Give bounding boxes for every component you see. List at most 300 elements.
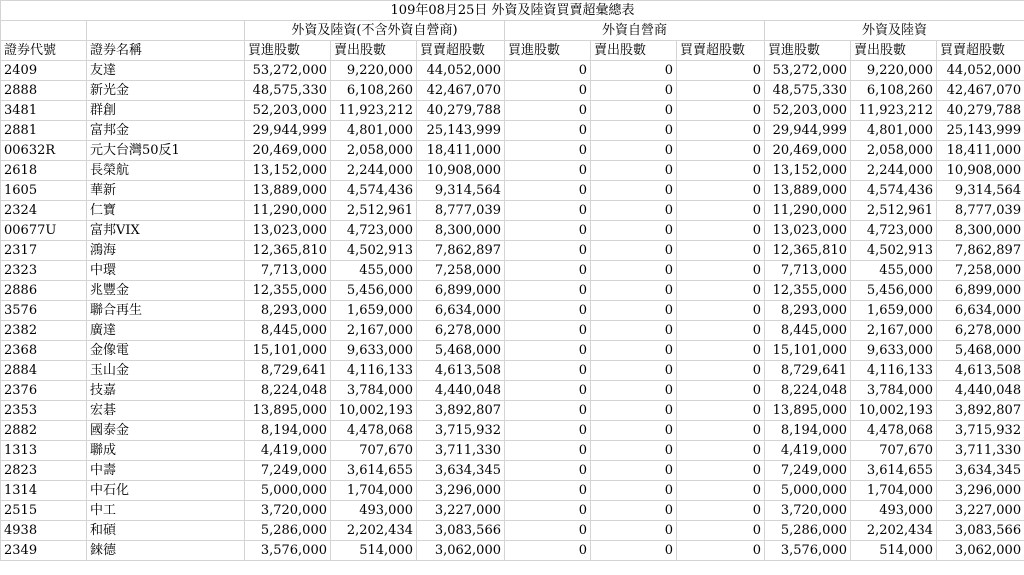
cell-buy: 20,469,000: [245, 141, 331, 161]
table-row: [1, 281, 1024, 301]
cell-sell: 0: [591, 181, 677, 201]
cell-sell: 9,220,000: [331, 61, 417, 81]
cell-buy: 3,720,000: [765, 501, 851, 521]
cell-name: 國泰金: [87, 421, 245, 441]
cell-code: 3481: [1, 101, 87, 121]
cell-net: 0: [677, 61, 765, 81]
cell-code: 2353: [1, 401, 87, 421]
header-buy: 買進股數: [505, 41, 591, 61]
table-row: [1, 61, 1024, 81]
cell-sell: 1,659,000: [851, 301, 937, 321]
cell-sell: 0: [591, 141, 677, 161]
cell-sell: 11,923,212: [331, 101, 417, 121]
cell-net: 3,892,807: [937, 401, 1024, 421]
cell-net: 0: [677, 101, 765, 121]
cell-name: 聯成: [87, 441, 245, 461]
cell-buy: 29,944,999: [765, 121, 851, 141]
cell-buy: 48,575,330: [245, 81, 331, 101]
cell-net: 0: [677, 281, 765, 301]
cell-net: 0: [677, 521, 765, 541]
cell-code: 2618: [1, 161, 87, 181]
header-buy: 買進股數: [245, 41, 331, 61]
cell-sell: 1,659,000: [331, 301, 417, 321]
cell-net: 25,143,999: [937, 121, 1024, 141]
cell-net: 5,468,000: [417, 341, 505, 361]
cell-code: 2324: [1, 201, 87, 221]
header-net: 買賣超股數: [937, 41, 1024, 61]
cell-net: 44,052,000: [417, 61, 505, 81]
cell-buy: 5,286,000: [245, 521, 331, 541]
cell-code: 1605: [1, 181, 87, 201]
cell-buy: 13,889,000: [765, 181, 851, 201]
cell-net: 0: [677, 161, 765, 181]
cell-sell: 0: [591, 301, 677, 321]
table-row: [1, 241, 1024, 261]
cell-buy: 0: [505, 61, 591, 81]
cell-sell: 455,000: [851, 261, 937, 281]
cell-sell: 707,670: [331, 441, 417, 461]
cell-name: 技嘉: [87, 381, 245, 401]
cell-net: 42,467,070: [937, 81, 1024, 101]
cell-buy: 0: [505, 181, 591, 201]
cell-net: 0: [677, 221, 765, 241]
cell-buy: 0: [505, 421, 591, 441]
cell-code: 2323: [1, 261, 87, 281]
header-name: 證券名稱: [87, 41, 245, 61]
cell-code: 2368: [1, 341, 87, 361]
cell-code: 2349: [1, 541, 87, 561]
cell-net: 9,314,564: [417, 181, 505, 201]
cell-buy: 0: [505, 241, 591, 261]
cell-sell: 0: [591, 261, 677, 281]
cell-sell: 4,116,133: [851, 361, 937, 381]
cell-buy: 4,419,000: [245, 441, 331, 461]
cell-net: 0: [677, 481, 765, 501]
table-row: [1, 381, 1024, 401]
cell-buy: 0: [505, 381, 591, 401]
column-header-row: [1, 41, 1024, 61]
cell-net: 9,314,564: [937, 181, 1024, 201]
cell-code: 4938: [1, 521, 87, 541]
cell-buy: 0: [505, 401, 591, 421]
cell-net: 6,634,000: [417, 301, 505, 321]
cell-net: 4,440,048: [937, 381, 1024, 401]
cell-name: 元大台灣50反1: [87, 141, 245, 161]
cell-sell: 0: [591, 101, 677, 121]
report-title: 109年08月25日 外資及陸資買賣超彙總表: [1, 1, 1024, 21]
cell-sell: 11,923,212: [851, 101, 937, 121]
cell-code: 1314: [1, 481, 87, 501]
cell-sell: 0: [591, 161, 677, 181]
cell-sell: 6,108,260: [851, 81, 937, 101]
cell-buy: 3,576,000: [245, 541, 331, 561]
cell-code: 2823: [1, 461, 87, 481]
cell-net: 0: [677, 321, 765, 341]
cell-net: 0: [677, 441, 765, 461]
table-row: [1, 481, 1024, 501]
table-row: [1, 181, 1024, 201]
table-row: [1, 541, 1024, 561]
cell-buy: 4,419,000: [765, 441, 851, 461]
cell-buy: 8,445,000: [765, 321, 851, 341]
cell-name: 玉山金: [87, 361, 245, 381]
cell-net: 44,052,000: [937, 61, 1024, 81]
cell-buy: 12,365,810: [765, 241, 851, 261]
cell-code: 2888: [1, 81, 87, 101]
cell-sell: 4,502,913: [331, 241, 417, 261]
cell-buy: 52,203,000: [765, 101, 851, 121]
cell-sell: 3,614,655: [851, 461, 937, 481]
cell-code: 2317: [1, 241, 87, 261]
cell-net: 3,227,000: [417, 501, 505, 521]
cell-net: 6,899,000: [417, 281, 505, 301]
header-sell: 賣出股數: [331, 41, 417, 61]
cell-buy: 5,286,000: [765, 521, 851, 541]
cell-name: 廣達: [87, 321, 245, 341]
header-sell: 賣出股數: [591, 41, 677, 61]
cell-sell: 0: [591, 361, 677, 381]
cell-buy: 0: [505, 321, 591, 341]
table-row: [1, 161, 1024, 181]
cell-buy: 0: [505, 481, 591, 501]
cell-sell: 2,202,434: [331, 521, 417, 541]
group-header-row: [1, 21, 1024, 41]
cell-buy: 0: [505, 281, 591, 301]
cell-net: 6,634,000: [937, 301, 1024, 321]
cell-name: 華新: [87, 181, 245, 201]
cell-net: 3,715,932: [417, 421, 505, 441]
cell-buy: 8,224,048: [245, 381, 331, 401]
cell-sell: 0: [591, 381, 677, 401]
cell-name: 錸德: [87, 541, 245, 561]
cell-net: 3,715,932: [937, 421, 1024, 441]
cell-sell: 4,478,068: [851, 421, 937, 441]
table-row: [1, 341, 1024, 361]
cell-sell: 3,614,655: [331, 461, 417, 481]
cell-net: 3,634,345: [937, 461, 1024, 481]
cell-code: 00632R: [1, 141, 87, 161]
cell-name: 宏碁: [87, 401, 245, 421]
cell-name: 仁寶: [87, 201, 245, 221]
cell-sell: 0: [591, 521, 677, 541]
cell-buy: 48,575,330: [765, 81, 851, 101]
table-row: [1, 321, 1024, 341]
cell-net: 0: [677, 121, 765, 141]
cell-name: 兆豐金: [87, 281, 245, 301]
cell-sell: 4,574,436: [331, 181, 417, 201]
cell-name: 中環: [87, 261, 245, 281]
cell-buy: 29,944,999: [245, 121, 331, 141]
title-row: [1, 1, 1024, 21]
cell-sell: 0: [591, 121, 677, 141]
cell-net: 0: [677, 301, 765, 321]
cell-sell: 9,633,000: [851, 341, 937, 361]
cell-buy: 8,729,641: [765, 361, 851, 381]
cell-net: 0: [677, 401, 765, 421]
cell-net: 4,613,508: [937, 361, 1024, 381]
cell-net: 0: [677, 261, 765, 281]
cell-buy: 13,152,000: [765, 161, 851, 181]
cell-net: 3,083,566: [417, 521, 505, 541]
cell-sell: 707,670: [851, 441, 937, 461]
cell-sell: 4,116,133: [331, 361, 417, 381]
cell-name: 群創: [87, 101, 245, 121]
cell-net: 0: [677, 141, 765, 161]
cell-sell: 2,167,000: [331, 321, 417, 341]
cell-sell: 2,058,000: [331, 141, 417, 161]
cell-buy: 8,293,000: [765, 301, 851, 321]
cell-sell: 2,202,434: [851, 521, 937, 541]
cell-buy: 20,469,000: [765, 141, 851, 161]
table-row: [1, 461, 1024, 481]
cell-buy: 0: [505, 261, 591, 281]
cell-sell: 2,512,961: [331, 201, 417, 221]
cell-buy: 0: [505, 101, 591, 121]
cell-name: 中石化: [87, 481, 245, 501]
cell-buy: 0: [505, 441, 591, 461]
cell-buy: 0: [505, 161, 591, 181]
cell-net: 7,258,000: [417, 261, 505, 281]
cell-buy: 11,290,000: [765, 201, 851, 221]
cell-net: 6,899,000: [937, 281, 1024, 301]
table-row: [1, 421, 1024, 441]
cell-sell: 10,002,193: [331, 401, 417, 421]
cell-net: 0: [677, 541, 765, 561]
cell-net: 3,083,566: [937, 521, 1024, 541]
cell-sell: 1,704,000: [851, 481, 937, 501]
cell-net: 0: [677, 461, 765, 481]
cell-buy: 0: [505, 301, 591, 321]
cell-sell: 2,167,000: [851, 321, 937, 341]
cell-sell: 0: [591, 281, 677, 301]
cell-sell: 514,000: [331, 541, 417, 561]
cell-net: 0: [677, 361, 765, 381]
cell-net: 0: [677, 421, 765, 441]
cell-buy: 8,194,000: [245, 421, 331, 441]
empty-cell: [87, 21, 245, 41]
cell-buy: 11,290,000: [245, 201, 331, 221]
cell-sell: 4,478,068: [331, 421, 417, 441]
cell-net: 6,278,000: [937, 321, 1024, 341]
cell-sell: 10,002,193: [851, 401, 937, 421]
cell-sell: 0: [591, 241, 677, 261]
cell-name: 中工: [87, 501, 245, 521]
cell-sell: 2,244,000: [331, 161, 417, 181]
cell-name: 中壽: [87, 461, 245, 481]
cell-buy: 0: [505, 141, 591, 161]
cell-sell: 0: [591, 201, 677, 221]
table-row: [1, 81, 1024, 101]
cell-net: 5,468,000: [937, 341, 1024, 361]
cell-net: 40,279,788: [417, 101, 505, 121]
cell-sell: 0: [591, 481, 677, 501]
cell-sell: 0: [591, 541, 677, 561]
header-code: 證券代號: [1, 41, 87, 61]
cell-code: 1313: [1, 441, 87, 461]
cell-buy: 53,272,000: [765, 61, 851, 81]
cell-buy: 5,000,000: [245, 481, 331, 501]
cell-name: 金像電: [87, 341, 245, 361]
cell-net: 7,258,000: [937, 261, 1024, 281]
cell-buy: 0: [505, 521, 591, 541]
cell-sell: 455,000: [331, 261, 417, 281]
cell-net: 18,411,000: [417, 141, 505, 161]
cell-sell: 4,723,000: [331, 221, 417, 241]
cell-net: 3,296,000: [417, 481, 505, 501]
cell-buy: 0: [505, 501, 591, 521]
cell-net: 4,440,048: [417, 381, 505, 401]
cell-buy: 0: [505, 341, 591, 361]
cell-buy: 12,355,000: [245, 281, 331, 301]
cell-sell: 0: [591, 341, 677, 361]
cell-buy: 0: [505, 361, 591, 381]
cell-sell: 5,456,000: [331, 281, 417, 301]
cell-sell: 9,220,000: [851, 61, 937, 81]
cell-buy: 12,365,810: [245, 241, 331, 261]
cell-net: 0: [677, 181, 765, 201]
cell-net: 3,062,000: [937, 541, 1024, 561]
cell-buy: 0: [505, 121, 591, 141]
cell-net: 10,908,000: [417, 161, 505, 181]
cell-sell: 0: [591, 461, 677, 481]
cell-name: 鴻海: [87, 241, 245, 261]
header-net: 買賣超股數: [677, 41, 765, 61]
cell-sell: 4,801,000: [331, 121, 417, 141]
table-row: [1, 441, 1024, 461]
cell-net: 3,711,330: [937, 441, 1024, 461]
cell-code: 2881: [1, 121, 87, 141]
cell-net: 40,279,788: [937, 101, 1024, 121]
cell-net: 3,062,000: [417, 541, 505, 561]
cell-net: 7,862,897: [937, 241, 1024, 261]
table-row: [1, 101, 1024, 121]
cell-sell: 0: [591, 221, 677, 241]
cell-sell: 0: [591, 321, 677, 341]
cell-code: 3576: [1, 301, 87, 321]
cell-code: 2884: [1, 361, 87, 381]
cell-code: 00677U: [1, 221, 87, 241]
cell-sell: 4,723,000: [851, 221, 937, 241]
cell-buy: 3,576,000: [765, 541, 851, 561]
table-row: [1, 361, 1024, 381]
cell-net: 8,777,039: [937, 201, 1024, 221]
cell-buy: 12,355,000: [765, 281, 851, 301]
cell-net: 8,300,000: [417, 221, 505, 241]
cell-name: 富邦金: [87, 121, 245, 141]
cell-buy: 0: [505, 541, 591, 561]
cell-buy: 3,720,000: [245, 501, 331, 521]
table-row: [1, 261, 1024, 281]
table-row: [1, 121, 1024, 141]
table-row: [1, 501, 1024, 521]
cell-code: 2382: [1, 321, 87, 341]
cell-buy: 53,272,000: [245, 61, 331, 81]
cell-buy: 8,729,641: [245, 361, 331, 381]
header-buy: 買進股數: [765, 41, 851, 61]
cell-buy: 13,895,000: [245, 401, 331, 421]
cell-buy: 7,249,000: [765, 461, 851, 481]
cell-sell: 6,108,260: [331, 81, 417, 101]
cell-buy: 13,023,000: [245, 221, 331, 241]
cell-net: 6,278,000: [417, 321, 505, 341]
cell-buy: 8,293,000: [245, 301, 331, 321]
cell-sell: 0: [591, 61, 677, 81]
cell-name: 新光金: [87, 81, 245, 101]
cell-net: 3,296,000: [937, 481, 1024, 501]
cell-code: 2886: [1, 281, 87, 301]
cell-net: 8,777,039: [417, 201, 505, 221]
cell-buy: 5,000,000: [765, 481, 851, 501]
cell-sell: 4,574,436: [851, 181, 937, 201]
cell-net: 0: [677, 81, 765, 101]
cell-buy: 13,889,000: [245, 181, 331, 201]
table-row: [1, 521, 1024, 541]
cell-net: 3,634,345: [417, 461, 505, 481]
empty-cell: [1, 21, 87, 41]
cell-sell: 0: [591, 401, 677, 421]
cell-code: 2515: [1, 501, 87, 521]
cell-sell: 4,502,913: [851, 241, 937, 261]
group-header-foreign-excl-dealers: 外資及陸資(不含外資自營商): [245, 21, 505, 41]
cell-buy: 7,713,000: [245, 261, 331, 281]
cell-sell: 2,058,000: [851, 141, 937, 161]
cell-net: 7,862,897: [417, 241, 505, 261]
group-header-foreign-total: 外資及陸資: [765, 21, 1024, 41]
cell-net: 25,143,999: [417, 121, 505, 141]
cell-net: 3,227,000: [937, 501, 1024, 521]
group-header-foreign-dealers: 外資自營商: [505, 21, 765, 41]
header-sell: 賣出股數: [851, 41, 937, 61]
cell-sell: 493,000: [331, 501, 417, 521]
cell-sell: 0: [591, 81, 677, 101]
cell-sell: 3,784,000: [331, 381, 417, 401]
cell-buy: 13,023,000: [765, 221, 851, 241]
cell-buy: 13,152,000: [245, 161, 331, 181]
cell-net: 3,892,807: [417, 401, 505, 421]
cell-name: 和碩: [87, 521, 245, 541]
cell-code: 2882: [1, 421, 87, 441]
cell-name: 友達: [87, 61, 245, 81]
cell-sell: 3,784,000: [851, 381, 937, 401]
cell-sell: 2,244,000: [851, 161, 937, 181]
cell-sell: 0: [591, 441, 677, 461]
cell-net: 4,613,508: [417, 361, 505, 381]
cell-buy: 0: [505, 81, 591, 101]
cell-net: 10,908,000: [937, 161, 1024, 181]
cell-code: 2409: [1, 61, 87, 81]
cell-sell: 0: [591, 501, 677, 521]
cell-net: 0: [677, 201, 765, 221]
cell-net: 0: [677, 501, 765, 521]
cell-buy: 8,194,000: [765, 421, 851, 441]
cell-buy: 0: [505, 461, 591, 481]
table-row: [1, 401, 1024, 421]
table-row: [1, 301, 1024, 321]
cell-name: 長榮航: [87, 161, 245, 181]
cell-sell: 493,000: [851, 501, 937, 521]
cell-net: 8,300,000: [937, 221, 1024, 241]
cell-sell: 9,633,000: [331, 341, 417, 361]
cell-net: 0: [677, 381, 765, 401]
cell-buy: 8,445,000: [245, 321, 331, 341]
cell-name: 富邦VIX: [87, 221, 245, 241]
cell-sell: 5,456,000: [851, 281, 937, 301]
cell-buy: 15,101,000: [245, 341, 331, 361]
cell-buy: 7,249,000: [245, 461, 331, 481]
cell-net: 3,711,330: [417, 441, 505, 461]
cell-sell: 0: [591, 421, 677, 441]
cell-sell: 4,801,000: [851, 121, 937, 141]
